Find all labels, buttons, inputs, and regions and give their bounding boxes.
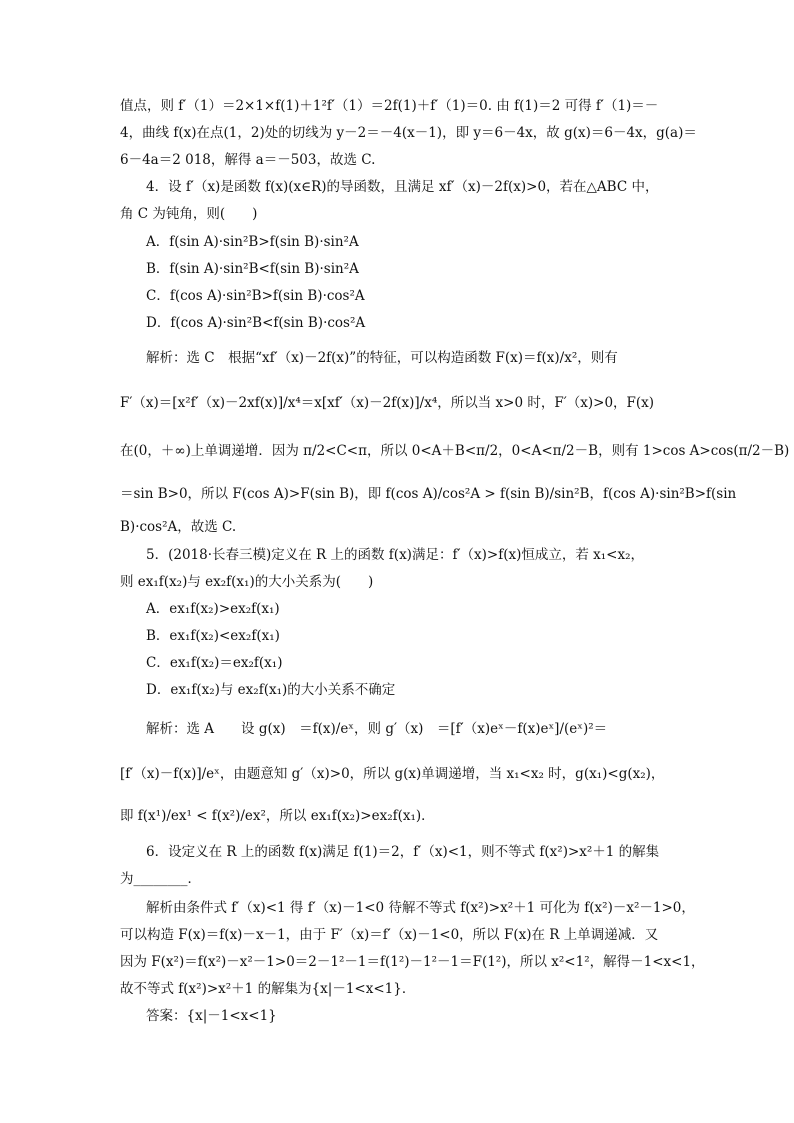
- text-line: 值点，则 f′（1）＝2×1×f(1)＋1²f′（1）＝2f(1)＋f′（1)＝0. 由 f(1)＝2 可得 f′（1)＝－: [120, 98, 659, 114]
- text-line: 6－4a＝2 018，解得 a＝－503，故选 C.: [120, 152, 376, 168]
- answer-line: 答案：{x|－1<x<1}: [146, 1008, 277, 1024]
- solution-4-line: 在(0，＋∞)上单调递增．因为 π/2<C<π，所以 0<A＋B<π/2，0<A<π/2－B，则有 1>cos A>cos(π/2－B): [120, 443, 790, 459]
- option-a: A．ex₁f(x₂)>ex₂f(x₁): [146, 601, 280, 617]
- solution-4-line: 解析：选 C 根据“xf′（x)－2f(x)”的特征，可以构造函数 F(x)＝f(x)/x²，则有: [146, 350, 618, 366]
- solution-6-line: 故不等式 f(x²)>x²＋1 的解集为{x|－1<x<1}．: [120, 981, 416, 997]
- solution-4-line: F′（x)＝[x²f′（x)－2xf(x)]/x⁴＝x[xf′（x)－2f(x)]/x⁴，所以当 x>0 时，F′（x)>0，F(x): [120, 395, 655, 411]
- option-b: B．f(sin A)·sin²B<f(sin B)·sin²A: [146, 261, 359, 277]
- solution-6-line: 可以构造 F(x)＝f(x)－x－1，由于 F′（x)＝f′（x)－1<0，所以 F(x)在 R 上单调递减．又: [120, 927, 659, 943]
- option-d: D．f(cos A)·sin²B<f(sin B)·cos²A: [146, 315, 366, 331]
- solution-4-line: B)·cos²A，故选 C.: [120, 519, 237, 535]
- solution-4-line: ＝sin B>0，所以 F(cos A)>F(sin B)，即 f(cos A)/cos²A > f(sin B)/sin²B，f(cos A)·sin²B>f(sin: [120, 486, 737, 502]
- option-b: B．ex₁f(x₂)<ex₂f(x₁): [146, 628, 280, 644]
- option-d: D．ex₁f(x₂)与 ex₂f(x₁)的大小关系不确定: [146, 682, 396, 698]
- solution-6-line: 解析由条件式 f′（x)<1 得 f′（x)－1<0 待解不等式 f(x²)>x²＋1 可化为 f(x²)－x²－1>0，: [146, 900, 695, 916]
- solution-5-line: 解析：选 A 设 g(x) ＝f(x)/eˣ，则 g′（x) ＝[f′（x)eˣ－f(x)eˣ]/(eˣ)²＝: [146, 721, 608, 737]
- question-5-stem: 5．(2018·长春三模)定义在 R 上的函数 f(x)满足：f′（x)>f(x)恒成立，若 x₁<x₂，: [146, 547, 645, 563]
- option-c: C．f(cos A)·sin²B>f(sin B)·cos²A: [146, 288, 365, 304]
- solution-6-line: 因为 F(x²)＝f(x²)－x²－1>0＝2－1²－1＝f(1²)－1²－1＝F(1²)，所以 x²<1²，解得－1<x<1，: [120, 954, 705, 970]
- text-line: 为________．: [120, 871, 201, 887]
- option-a: A．f(sin A)·sin²B>f(sin B)·sin²A: [146, 234, 359, 250]
- text-line: 则 ex₁f(x₂)与 ex₂f(x₁)的大小关系为( ): [120, 574, 374, 590]
- text-line: 角 C 为钝角，则( ): [120, 206, 258, 222]
- question-6-stem: 6．设定义在 R 上的函数 f(x)满足 f(1)＝2，f′（x)<1，则不等式 f(x²)>x²＋1 的解集: [146, 844, 660, 860]
- text-line: 4，曲线 f(x)在点(1，2)处的切线为 y－2＝－4(x－1)，即 y＝6－4x，故 g(x)＝6－4x，g(a)＝: [120, 125, 697, 141]
- solution-5-line: 即 f(x¹)/ex¹ < f(x²)/ex²，所以 ex₁f(x₂)>ex₂f(x₁)．: [120, 808, 435, 824]
- question-4-stem: 4．设 f′（x)是函数 f(x)(x∈R)的导函数，且满足 xf′（x)－2f(x)>0，若在△ABC 中，: [146, 179, 659, 195]
- option-c: C．ex₁f(x₂)＝ex₂f(x₁): [146, 655, 283, 671]
- solution-5-line: [f′（x)－f(x)]/eˣ，由题意知 g′（x)>0，所以 g(x)单调递增，当 x₁<x₂ 时，g(x₁)<g(x₂)，: [120, 766, 665, 782]
